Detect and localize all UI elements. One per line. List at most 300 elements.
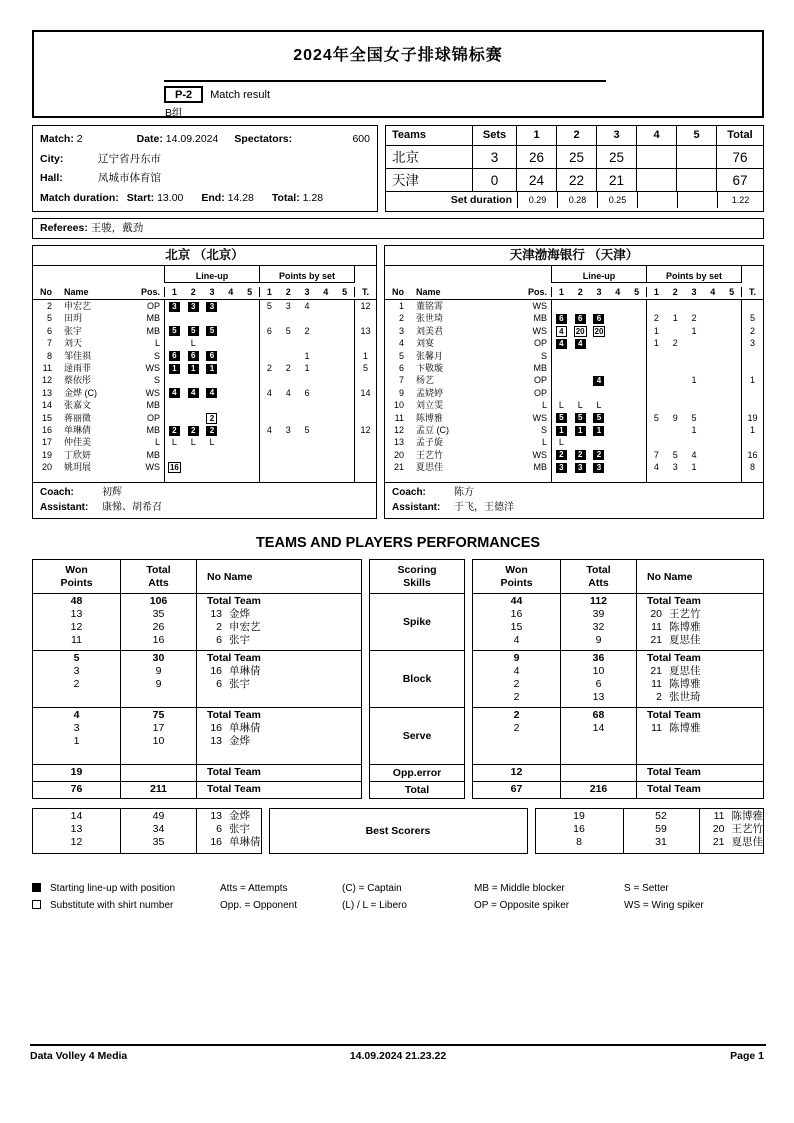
starting-position-square: 2: [169, 426, 180, 436]
lineup-cell: L: [577, 400, 583, 411]
won-points-header: [473, 560, 561, 593]
won-points-value: 9: [513, 652, 520, 665]
atts-header-bottom: Atts: [148, 576, 169, 589]
assistant-label: Assistant:: [392, 502, 441, 514]
lineup-cell: [165, 387, 184, 399]
points-cell: [279, 449, 298, 461]
points-cell: 6: [304, 387, 310, 398]
player-position: OP: [146, 412, 160, 423]
lineup-cell: [240, 461, 259, 473]
lineup-cells: [551, 387, 646, 399]
player-name: 董铭霄: [416, 301, 444, 311]
player-name: 王艺竹: [416, 449, 444, 460]
lineup-cells: [551, 325, 646, 337]
legend-row: [32, 897, 764, 914]
player-names-column: [197, 809, 261, 853]
performances-title: TEAMS AND PLAYERS PERFORMANCES: [255, 535, 541, 552]
player-ref-number: 13: [210, 735, 222, 748]
lineup-cell: [571, 300, 590, 312]
roster-row: [33, 325, 376, 337]
player-name: 张嘉文: [64, 400, 92, 411]
hall-label: Hall:: [40, 172, 63, 184]
won-points-value: 11: [71, 634, 82, 647]
player-number: 2: [398, 313, 404, 324]
lineup-cell: [590, 312, 609, 324]
points-cell: 4: [266, 387, 272, 398]
lineup-cell: [552, 362, 571, 374]
player-ref-number: 11: [651, 621, 662, 634]
lineup-cell: [184, 449, 203, 461]
set-number-header: 5: [729, 287, 735, 297]
lineup-cell: [240, 312, 259, 324]
won-points-value: 13: [70, 608, 83, 621]
lineup-cell: [165, 399, 184, 411]
lineup-cell: [571, 387, 590, 399]
player-position: OP: [533, 338, 547, 349]
coach-label: Coach:: [392, 487, 426, 499]
total-atts-column: [561, 651, 637, 707]
player-ref-number: 16: [210, 722, 222, 735]
points-cell: [647, 436, 666, 448]
lineup-cells: [164, 300, 259, 312]
player-position: WS: [532, 301, 547, 311]
points-cell: 7: [653, 449, 659, 460]
set-score-cell: [676, 169, 716, 191]
substitute-number-box: 2: [206, 413, 217, 424]
points-cell: [279, 312, 298, 324]
total-atts-value: 211: [150, 783, 167, 796]
lineup-cell: [608, 399, 627, 411]
set-number-header: 4: [710, 287, 716, 297]
player-position: WS: [532, 325, 547, 336]
lineup-cells: [164, 362, 259, 374]
player-name: 邹佳祺: [64, 350, 92, 361]
points-cell: 4: [304, 301, 310, 311]
points-cell: 4: [285, 387, 291, 398]
roster-row: [33, 300, 376, 312]
player-name: 夏思佳: [416, 462, 444, 473]
set-number-header: 1: [558, 287, 564, 297]
player-name: 张世琦: [416, 313, 444, 324]
points-cell: 2: [304, 325, 310, 336]
player-number: 6: [398, 362, 404, 373]
roster-row: [385, 362, 763, 374]
lineup-cell: [571, 412, 590, 424]
lineup-cell: L: [171, 437, 177, 448]
points-cell: [335, 412, 354, 424]
won-points-value: 13: [70, 823, 83, 836]
total-atts-value: 26: [152, 621, 165, 634]
player-name: 申宏艺: [64, 301, 92, 311]
points-cell: [335, 461, 354, 473]
player-position: MB: [146, 325, 160, 336]
points-cell: [685, 362, 704, 374]
points-total: 14: [354, 387, 376, 399]
t-group-spacer: [354, 266, 376, 283]
total-atts-value: 106: [149, 595, 168, 608]
total-atts-value: 216: [589, 783, 608, 796]
won-points-value: 3: [73, 665, 80, 678]
lineup-cell: [552, 300, 571, 312]
points-cell: [647, 362, 666, 374]
team-panel-away: [384, 245, 764, 519]
date-label: Date:: [136, 133, 163, 145]
points-cells: [646, 362, 741, 374]
lineup-cell: [240, 412, 259, 424]
lineup-cell: [240, 374, 259, 386]
set-number-header: 1: [171, 287, 177, 297]
header-spacer: [33, 266, 164, 283]
points-group-label: Points by set: [647, 271, 741, 283]
assistant-line: [392, 500, 756, 515]
lineup-cells: [164, 337, 259, 349]
total-atts-column: [121, 765, 197, 781]
set-scores-table: [385, 125, 764, 212]
open-square-icon: [32, 900, 41, 909]
lineup-cell: [203, 337, 222, 349]
points-cells: [259, 412, 354, 424]
points-cell: 5: [266, 301, 272, 311]
lineup-cell: [552, 461, 571, 473]
assistant-label: Assistant:: [40, 502, 89, 514]
points-cell: 1: [691, 325, 697, 336]
won-points-value: 16: [510, 608, 523, 621]
set-scores-header-cell: 2: [556, 126, 596, 145]
lineup-cell: [240, 399, 259, 411]
player-name: 丁欣妍: [64, 449, 92, 460]
assistant-line: [40, 500, 369, 515]
player-number: 2: [46, 301, 52, 311]
scoring-skills-column: [369, 559, 465, 799]
lineup-cell: [203, 449, 222, 461]
points-total: [354, 412, 376, 424]
points-cell: 3: [285, 424, 291, 435]
lineup-cells: [164, 350, 259, 362]
lineup-cell: [221, 312, 240, 324]
lineup-cells: [164, 412, 259, 424]
won-header-bottom: Points: [60, 576, 93, 589]
set-scores-header-cell: 3: [596, 126, 636, 145]
skills-header-bottom: Skills: [403, 576, 431, 589]
points-cell: [666, 362, 685, 374]
won-points-value: 14: [70, 810, 83, 823]
points-cell: [703, 337, 722, 349]
lineup-cell: [608, 325, 627, 337]
points-cells: [259, 325, 354, 337]
points-cell: 2: [285, 362, 291, 373]
lineup-cells: [551, 312, 646, 324]
lineup-cell: [590, 337, 609, 349]
set-number-header: 2: [672, 287, 678, 297]
total-atts-column: [561, 782, 637, 798]
lineup-cell: [590, 387, 609, 399]
player-number: 14: [41, 400, 52, 411]
player-name: 刘天: [64, 338, 83, 349]
lineup-cell: [221, 325, 240, 337]
lineup-cell: [608, 424, 627, 436]
roster-row: [385, 461, 763, 473]
set-score-cell: 25: [556, 146, 596, 168]
player-number: 19: [41, 449, 52, 460]
match-info-row: [32, 125, 764, 212]
total-atts-column: [561, 765, 637, 781]
player-ref-number: 6: [216, 823, 222, 836]
points-cell: [703, 325, 722, 337]
player-ref: 13 金烨: [207, 810, 261, 823]
points-cell: [260, 449, 279, 461]
best-scorers-band: [536, 809, 764, 853]
legend-item: Starting line-up with position: [32, 880, 220, 897]
lineup-cells: [164, 387, 259, 399]
best-scorers-band: [33, 809, 261, 853]
lineup-cell: [165, 449, 184, 461]
lineup-cell: [165, 362, 184, 374]
total-atts-value: 59: [655, 823, 667, 836]
player-name: 陈博雅: [416, 412, 444, 423]
performance-band-serve: [473, 707, 763, 764]
set-score-cell: [676, 146, 716, 168]
lineup-cell: [627, 449, 646, 461]
points-total: [741, 436, 763, 448]
total-atts-value: 30: [152, 652, 165, 665]
performance-band-opperror: [473, 764, 763, 781]
roster-row: [33, 312, 376, 324]
points-cell: [279, 399, 298, 411]
won-header-top: Won: [505, 563, 528, 576]
points-cell: [703, 312, 722, 324]
starting-position-square: 6: [593, 314, 604, 324]
won-points-value: 4: [513, 665, 520, 678]
team-title: 天津渤海银行 （天津）: [385, 246, 763, 266]
lineup-cell: [590, 412, 609, 424]
lineup-cells: [551, 399, 646, 411]
points-cell: 1: [691, 462, 697, 473]
points-total: [354, 399, 376, 411]
assistant-names: 于飞，王德洋: [454, 502, 514, 514]
total-atts-value: 52: [655, 810, 667, 823]
set-duration-row: [386, 191, 763, 208]
points-cell: [335, 387, 354, 399]
starting-position-square: 1: [206, 364, 217, 374]
player-ref-number: 6: [216, 678, 222, 691]
lineup-cell: [184, 312, 203, 324]
starting-position-square: 6: [169, 351, 180, 361]
duration-label: Match duration:: [40, 191, 119, 204]
points-cell: [260, 399, 279, 411]
player-ref: Total Team: [647, 766, 701, 779]
player-names-column: [197, 594, 361, 650]
points-cells: [646, 399, 741, 411]
legend-item: OP = Opposite spiker: [474, 900, 570, 912]
points-cell: 9: [672, 412, 678, 423]
points-cell: [335, 325, 354, 337]
player-names-column: [700, 809, 764, 853]
player-position: WS: [145, 462, 160, 473]
tournament-title: 2024年全国女子排球锦标赛: [293, 47, 503, 64]
start-label: Start:: [126, 191, 155, 204]
points-total: [354, 436, 376, 448]
player-names-column: [637, 782, 763, 798]
points-cell: [279, 461, 298, 473]
points-cell: 5: [653, 412, 659, 423]
lineup-cell: [608, 337, 627, 349]
lineup-cell: L: [558, 437, 564, 448]
total-atts-value: 10: [592, 665, 605, 678]
match-info-line2: [40, 150, 370, 170]
lineup-cell: [221, 399, 240, 411]
performance-band-serve: [33, 707, 361, 764]
points-cell: [260, 312, 279, 324]
player-name: 孟豆 (C): [416, 424, 449, 435]
lineup-cell: [240, 387, 259, 399]
set-number-header: 3: [304, 287, 310, 297]
points-cells: [646, 300, 741, 312]
points-total: 2: [741, 325, 763, 337]
player-name: 刘美君: [416, 325, 444, 336]
performance-band-block: [33, 650, 361, 707]
player-name: 蔡依彤: [64, 375, 92, 386]
lineup-cell: [203, 424, 222, 436]
won-points-value: 4: [513, 634, 520, 647]
coach-section: [385, 482, 763, 518]
sets-won-cell: 0: [472, 169, 516, 191]
points-cell: 5: [672, 449, 678, 460]
player-ref-number: 11: [651, 722, 662, 735]
end-value: 14.28: [227, 191, 254, 204]
lineup-cell: [240, 337, 259, 349]
lineup-cell: L: [209, 437, 215, 448]
player-ref: Total Team: [207, 709, 261, 722]
starting-position-square: 5: [188, 326, 199, 336]
lineup-cell: [571, 461, 590, 473]
substitute-number-box: 20: [575, 326, 585, 336]
lineup-cell: [240, 300, 259, 312]
points-cell: [722, 424, 741, 436]
lineup-cell: [184, 424, 203, 436]
points-cells: [646, 325, 741, 337]
lineup-cell: [165, 300, 184, 312]
lineup-cells: [164, 374, 259, 386]
sets-won-cell: 3: [472, 146, 516, 168]
set-scores-header-cell: 1: [516, 126, 556, 145]
player-ref: Total Team: [207, 595, 261, 608]
lineup-cells: [164, 449, 259, 461]
total-atts-value: [121, 766, 196, 779]
points-cell: [722, 461, 741, 473]
won-points-value: 19: [70, 766, 83, 779]
lineup-cell: [552, 325, 571, 337]
total-points-cell: 76: [716, 146, 763, 168]
lineup-cells: [551, 436, 646, 448]
points-cell: 5: [285, 325, 291, 336]
player-ref-number: 13: [210, 608, 222, 621]
won-points-column: [33, 651, 121, 707]
points-cell: [666, 424, 685, 436]
roster-filler-row: [33, 473, 376, 482]
total-atts-value: 49: [152, 810, 165, 823]
lineup-cell: [240, 350, 259, 362]
starting-position-square: 6: [556, 314, 567, 324]
player-position: OP: [146, 301, 160, 311]
lineup-cell: [608, 412, 627, 424]
player-number: 7: [398, 375, 404, 386]
points-cell: [260, 461, 279, 473]
lineup-cell: [590, 325, 609, 337]
won-points-column: [33, 594, 121, 650]
player-ref: 11 陈博雅: [647, 722, 763, 735]
starting-position-square: 1: [575, 426, 586, 436]
total-atts-value: 6: [595, 678, 602, 691]
points-cell: 4: [266, 424, 272, 435]
points-cells: [646, 449, 741, 461]
player-number: 11: [394, 412, 404, 423]
lineup-cell: [221, 424, 240, 436]
lineup-cell: [608, 436, 627, 448]
won-header-top: Won: [65, 563, 88, 576]
lineup-group-header: [551, 266, 646, 283]
performance-table-away: [472, 559, 764, 799]
total-atts-column: [121, 708, 197, 764]
roster-row: [385, 350, 763, 362]
won-points-value: 8: [576, 836, 582, 849]
lineup-cell: [203, 300, 222, 312]
won-points-value: 2: [513, 678, 520, 691]
lineup-cell: [590, 436, 609, 448]
set-number-header: 4: [228, 287, 234, 297]
points-total: 12: [354, 300, 376, 312]
lineup-cell: [221, 350, 240, 362]
set-score-cell: [636, 146, 676, 168]
won-points-value: 4: [73, 709, 80, 722]
lineup-cells: [551, 461, 646, 473]
assistant-names: 康悌、胡希召: [102, 502, 162, 514]
points-cell: [279, 436, 298, 448]
set-duration-cell: 0.28: [557, 192, 597, 208]
set-duration-total: 1.22: [717, 192, 763, 208]
lineup-cell: [240, 424, 259, 436]
noname-header: No Name: [207, 570, 253, 583]
player-ref: 16 单琳倩: [207, 722, 361, 735]
starting-position-square: 2: [556, 450, 567, 460]
legend-item: S = Setter: [624, 883, 669, 895]
won-points-column: [473, 594, 561, 650]
lineup-cell: [221, 461, 240, 473]
team-panel-home: [32, 245, 377, 519]
total-atts-value: 9: [155, 678, 162, 691]
points-cell: [260, 337, 279, 349]
player-number: 12: [41, 375, 52, 386]
roster-body: [385, 300, 763, 482]
player-ref: 21 夏思佳: [647, 665, 763, 678]
points-group-label: Points by set: [260, 271, 354, 283]
points-cell: [666, 300, 685, 312]
set-scores-header-cell: 4: [636, 126, 676, 145]
points-cell: [316, 436, 335, 448]
report-code-row: [164, 86, 270, 103]
atts-header-top: Total: [146, 563, 171, 576]
player-ref-number: 21: [650, 634, 662, 647]
set-scores-header-row: [386, 126, 763, 145]
player-ref: 2 申宏艺: [207, 621, 361, 634]
points-total: [741, 387, 763, 399]
lineup-cell: [184, 387, 203, 399]
lineup-cells: [551, 350, 646, 362]
points-cell: [316, 449, 335, 461]
points-group-header: [646, 266, 741, 283]
player-ref: Total Team: [647, 709, 701, 722]
points-cell: [335, 300, 354, 312]
starting-position-square: 5: [593, 413, 604, 423]
